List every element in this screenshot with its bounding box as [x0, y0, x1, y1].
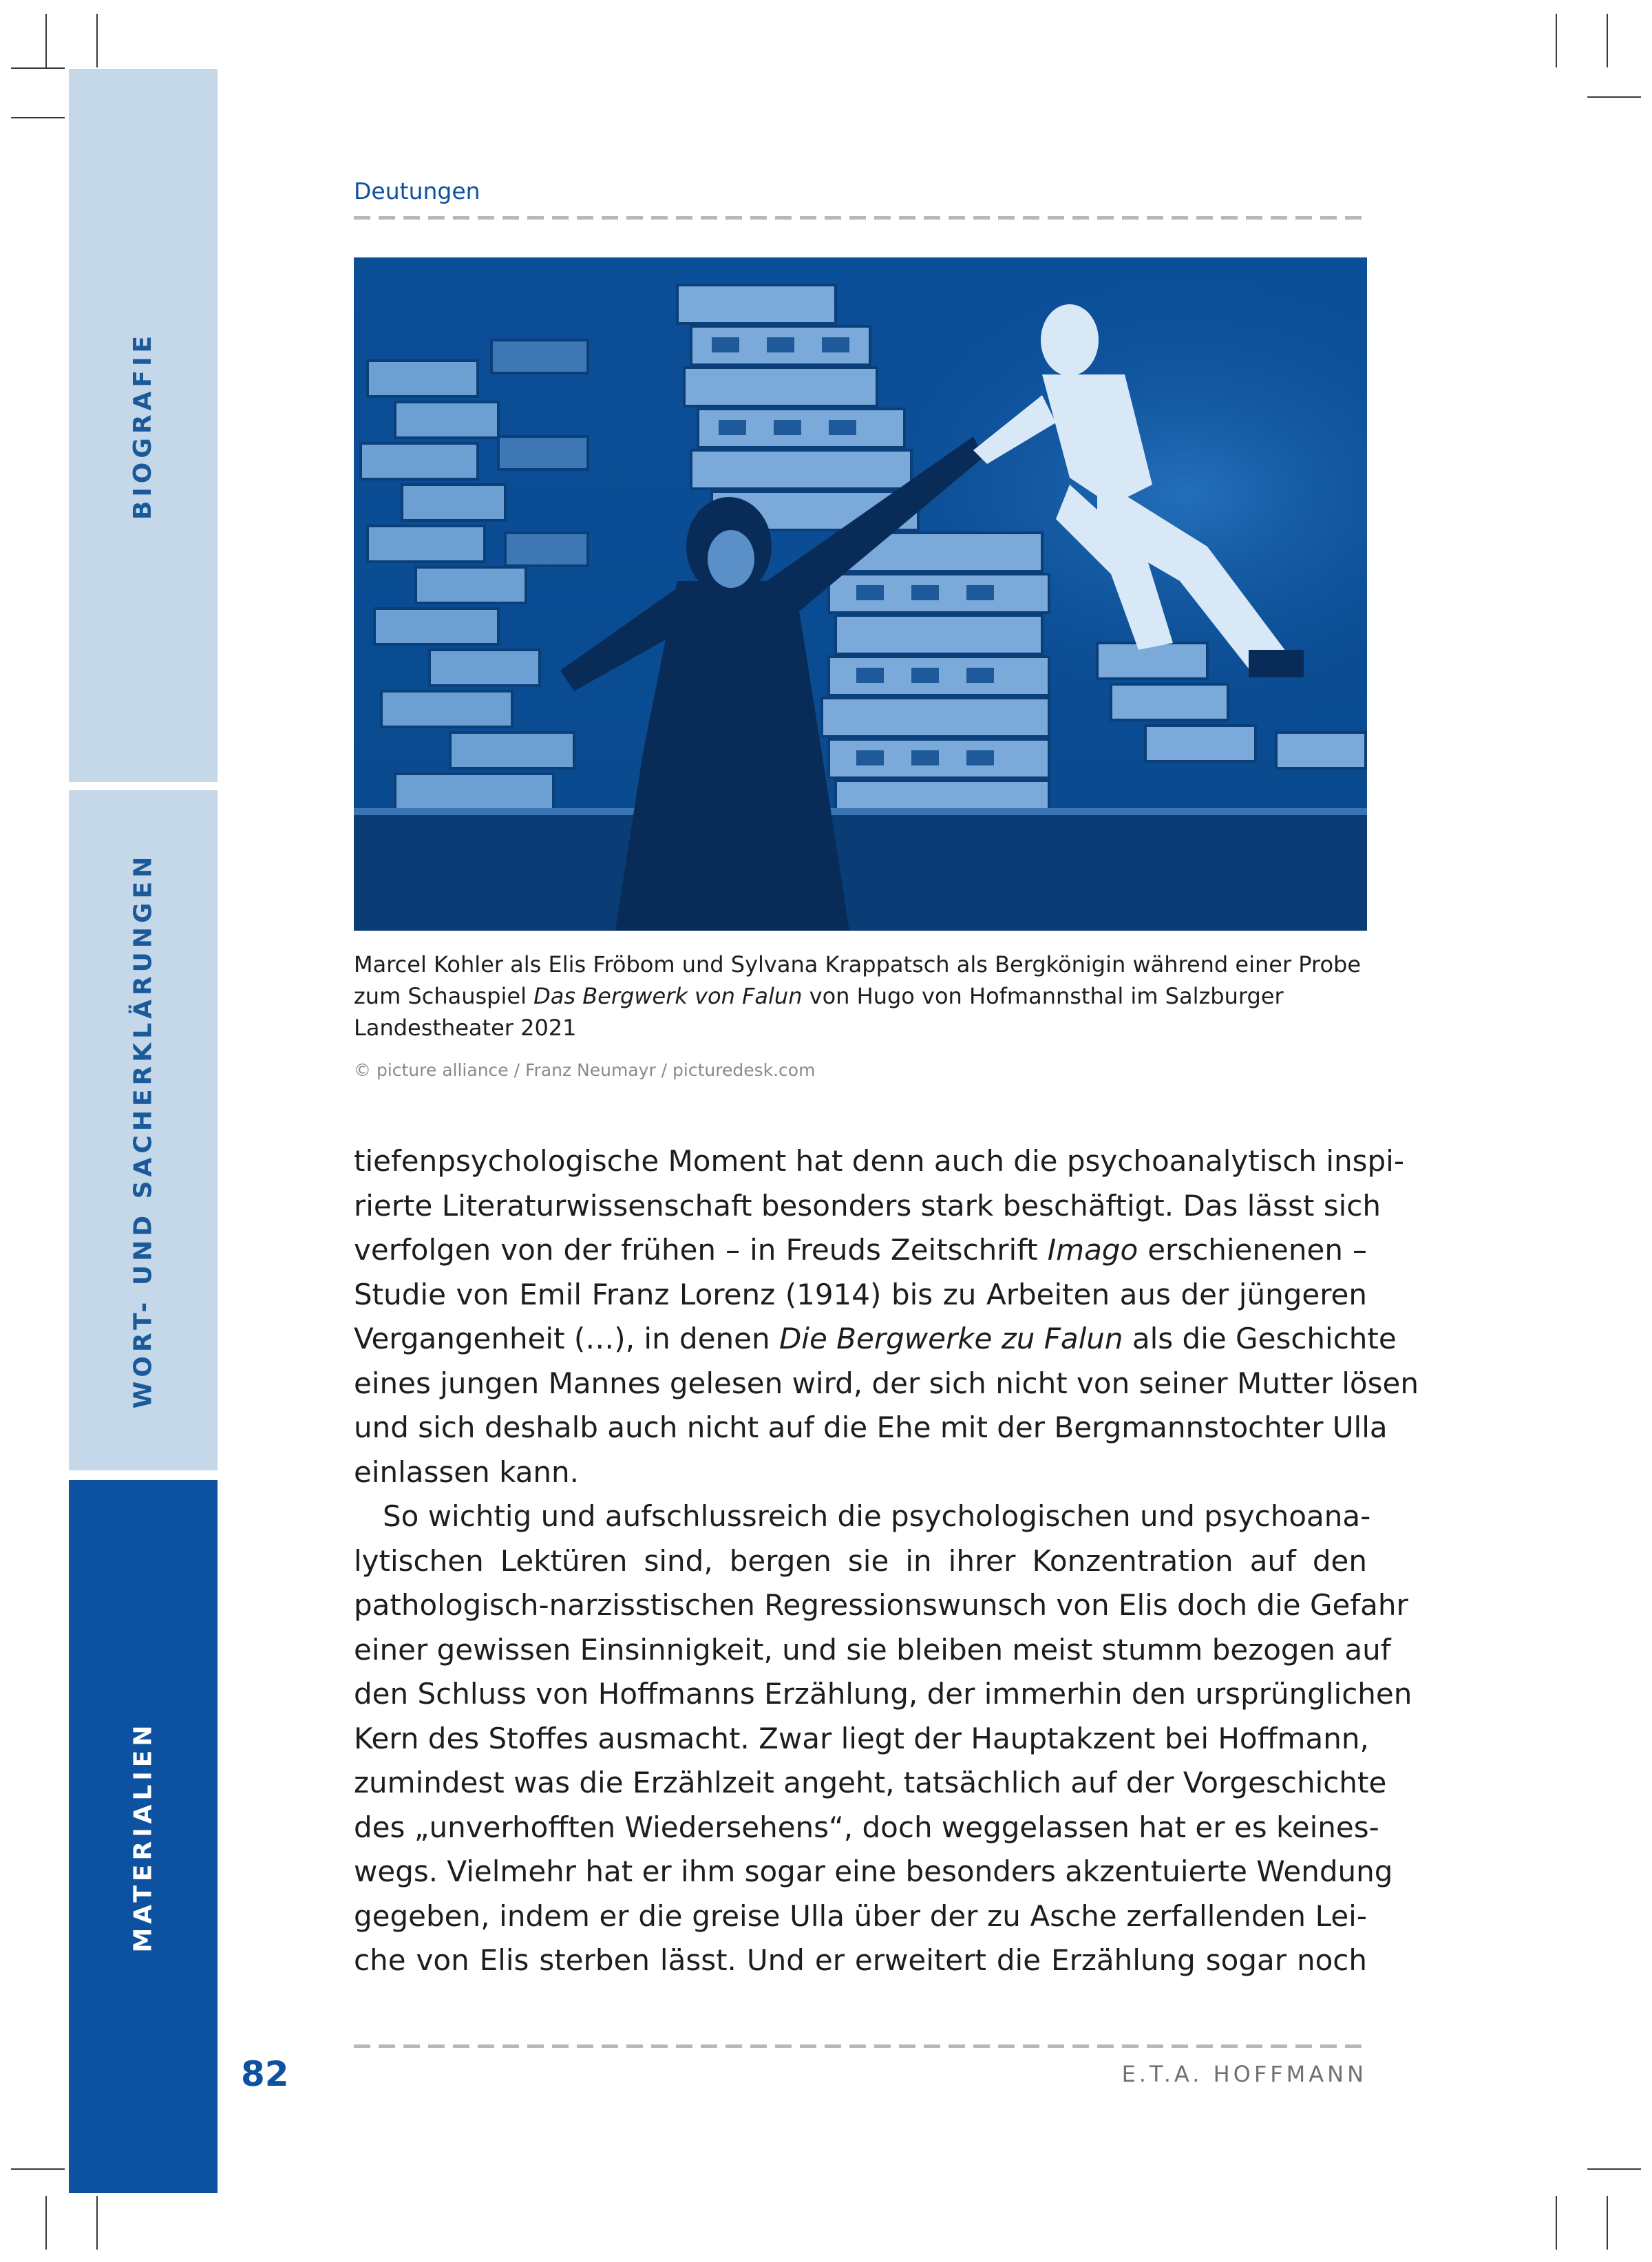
- crop-mark: [1587, 2168, 1641, 2170]
- section-heading: Deutungen: [354, 178, 480, 204]
- tab-materialien[interactable]: [69, 1480, 218, 2193]
- text-line: che von Elis sterben lässt. Und er erweitert die Erzählung sogar noch: [354, 1943, 1367, 1977]
- text-line: und sich deshalb auch nicht auf die Ehe mit der Bergmannstochter Ulla: [354, 1410, 1388, 1444]
- crop-mark: [1607, 2196, 1608, 2250]
- crop-mark: [96, 2196, 98, 2250]
- text-line: einlassen kann.: [354, 1455, 580, 1489]
- text-line: Studie von Emil Franz Lorenz (1914) bis zu Arbeiten aus der jüngeren: [354, 1277, 1367, 1311]
- figure-caption: [354, 949, 1367, 1044]
- text-line: wegs. Vielmehr hat er ihm sogar eine besonders akzentuierte Wendung: [354, 1854, 1393, 1888]
- crop-mark: [1556, 14, 1557, 67]
- text-line: verfolgen von der frühen – in Freuds Zeitschrift Imago erschienenen –: [354, 1233, 1367, 1267]
- tab-label: MATERIALIEN: [129, 1720, 158, 1953]
- text-line: So wichtig und aufschlussreich die psychologischen und psychoana-: [383, 1499, 1371, 1533]
- crop-mark: [1607, 14, 1608, 67]
- crop-mark: [11, 117, 65, 118]
- footer-divider: [354, 2044, 1367, 2048]
- journal-title: Imago: [1047, 1233, 1139, 1267]
- caption-text: Marcel Kohler als Elis Fröbom und Sylvana Krappatsch als Bergkönigin während einer Probe zum Schauspiel: [354, 951, 1362, 1009]
- tab-wort-und-sacherklaerungen[interactable]: [69, 790, 218, 1470]
- text-line: gegeben, indem er die greise Ulla über der zu Asche zerfallenden Lei-: [354, 1899, 1367, 1933]
- crop-mark: [96, 14, 98, 67]
- running-footer-author: E.T.A. HOFFMANN: [1121, 2061, 1367, 2087]
- crop-mark: [11, 2168, 65, 2170]
- tab-label: WORT- UND SACHERKLÄRUNGEN: [129, 852, 158, 1408]
- caption-play-title: Das Bergwerk von Falun: [533, 983, 803, 1009]
- text-line: den Schluss von Hoffmanns Erzählung, der immerhin den ursprünglichen: [354, 1677, 1412, 1711]
- text-line: Vergangenheit (…), in denen Die Bergwerke zu Falun als die Geschichte: [354, 1322, 1397, 1355]
- text-line: lytischen Lektüren sind, bergen sie in ihrer Konzentration auf den: [354, 1543, 1367, 1578]
- crop-mark: [45, 2196, 47, 2250]
- tab-biografie[interactable]: [69, 69, 218, 782]
- header-divider: [354, 216, 1367, 220]
- crop-mark: [11, 67, 65, 69]
- text-line: rierte Literaturwissenschaft besonders stark beschäftigt. Das lässt sich: [354, 1188, 1381, 1223]
- crop-mark: [45, 14, 47, 67]
- tab-label: BIOGRAFIE: [129, 331, 158, 520]
- crop-mark: [1587, 96, 1641, 98]
- caption-text: von Hugo von Hofmannsthal im Salzburger Landestheater 2021: [354, 983, 1284, 1041]
- page-number: 82: [241, 2054, 289, 2094]
- work-title: Die Bergwerke zu Falun: [779, 1322, 1123, 1355]
- stage-photo: [354, 257, 1367, 931]
- text-line: tiefenpsychologische Moment hat denn auch die psychoanalytisch inspi-: [354, 1144, 1404, 1178]
- text-line: eines jungen Mannes gelesen wird, der sich nicht von seiner Mutter lösen: [354, 1366, 1419, 1400]
- photo-credit: © picture alliance / Franz Neumayr / picturedesk.com: [354, 1060, 816, 1080]
- crop-mark: [1556, 2196, 1557, 2250]
- body-text: [354, 1139, 1419, 1983]
- text-line: pathologisch-narzisstischen Regressionswunsch von Elis doch die Gefahr: [354, 1588, 1408, 1622]
- text-line: Kern des Stoffes ausmacht. Zwar liegt der Hauptakzent bei Hoffmann,: [354, 1721, 1369, 1755]
- text-line: einer gewissen Einsinnigkeit, und sie bleiben meist stumm bezogen auf: [354, 1632, 1391, 1667]
- text-line: zumindest was die Erzählzeit angeht, tatsächlich auf der Vorgeschichte: [354, 1766, 1387, 1799]
- text-line: des „unverhofften Wiedersehens“, doch weggelassen hat er es keines-: [354, 1810, 1379, 1844]
